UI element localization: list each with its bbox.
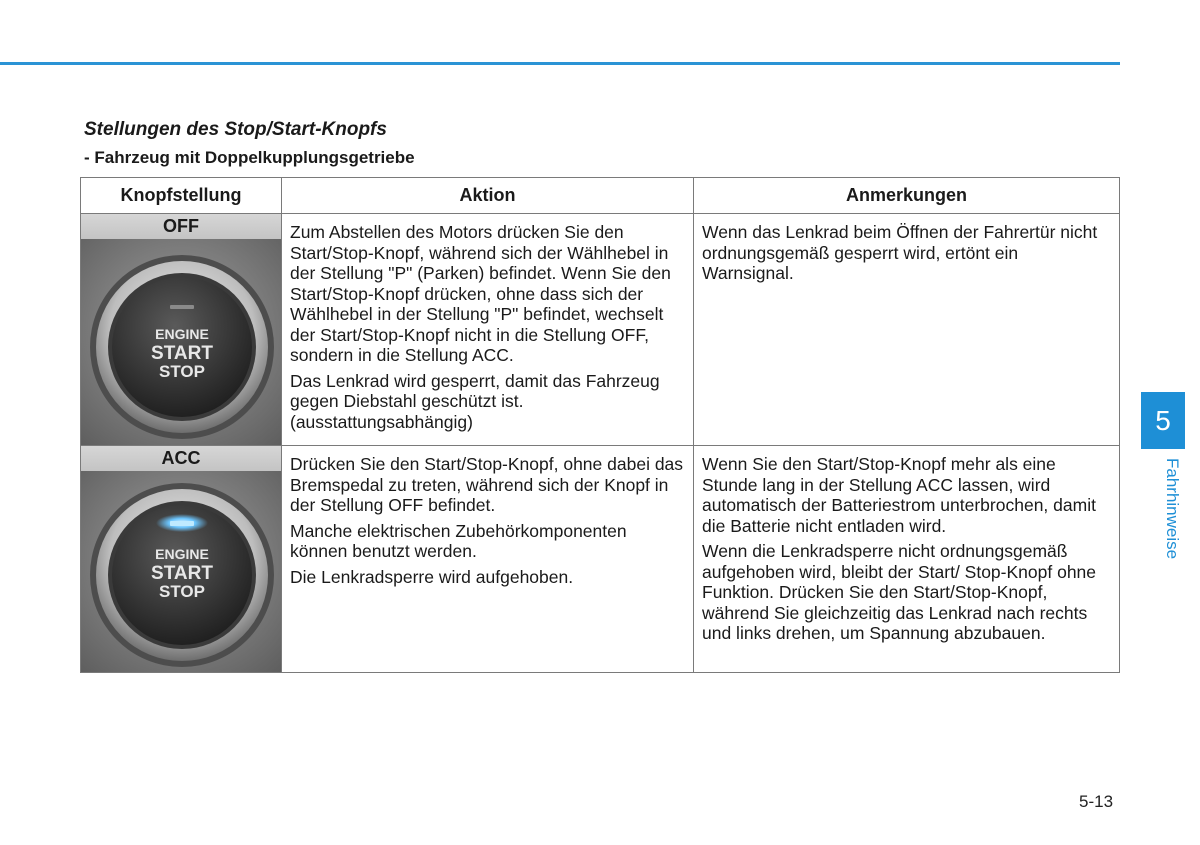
header-rule [0, 62, 1120, 65]
position-label-acc: ACC [81, 446, 281, 471]
section-subtitle: - Fahrzeug mit Doppelkupplungsgetriebe [84, 148, 415, 167]
start-stop-button-icon [81, 239, 281, 445]
button-text-engine: ENGINE [155, 326, 209, 342]
chapter-number-tab: 5 [1141, 392, 1185, 449]
notes-text: Wenn Sie den Start/Stop-Knopf mehr als eine Stunde lang in der Stellung ACC lassen, wird automatisch der Batteriestrom unterbrochen, damit die Batterie nicht entladen wird. [702, 454, 1096, 536]
button-text-start: START [151, 343, 213, 364]
button-position-table [80, 177, 1120, 673]
start-stop-button-image-acc [81, 471, 281, 672]
table-row-off [81, 214, 1120, 446]
chapter-name: Fahrhinweise [1163, 458, 1182, 560]
button-text-stop: STOP [159, 582, 205, 601]
notes-text: Wenn das Lenkrad beim Öffnen der Fahrertür nicht ordnungsgemäß gesperrt wird, ertönt ein Warnsignal. [702, 222, 1098, 283]
action-text: Manche elektrischen Zubehörkomponenten können benutzt werden. [290, 520, 627, 561]
header-aktion: Aktion [282, 178, 694, 214]
action-text: Die Lenkradsperre wird aufgehoben. [290, 566, 574, 587]
section-title: Stellungen des Stop/Start-Knopfs [84, 119, 387, 140]
page-number: 5-13 [1079, 792, 1114, 811]
action-cell-off [282, 214, 694, 446]
button-text-stop: STOP [159, 362, 205, 381]
position-label-off: OFF [81, 214, 281, 239]
button-text-start: START [151, 563, 213, 584]
start-stop-button-icon [81, 471, 281, 672]
indicator-led [170, 521, 194, 526]
position-cell-acc [81, 446, 282, 673]
notes-text: Wenn die Lenkradsperre nicht ordnungsgemäß aufgehoben wird, bleibt der Start/ Stop-Knopf ohne Funktion. Drücken Sie den Start/Stop-Knopf, während Sie gleichzeitig das Lenkrad nach rechts und links drehen, um Spannung abzubauen. [702, 541, 1097, 643]
table-header-row [81, 178, 1120, 214]
position-cell-off [81, 214, 282, 446]
button-text-engine: ENGINE [155, 546, 209, 562]
notes-cell-off [694, 214, 1120, 446]
action-text: Das Lenkrad wird gesperrt, damit das Fahrzeug gegen Diebstahl geschützt ist. (ausstattungsabhängig) [290, 370, 660, 432]
action-text: Zum Abstellen des Motors drücken Sie den Start/Stop-Knopf, während sich der Wählhebel in der Stellung "P" (Parken) befindet. Wenn Sie den Start/Stop-Knopf drücken, ohne dass sich der Wählhebel in der Stellung "P" befindet, wechselt der Start/Stop-Knopf nicht in die Stellung OFF, sondern in die Stellung ACC. [290, 222, 671, 365]
start-stop-button-image-off [81, 239, 281, 445]
header-anmerkungen: Anmerkungen [694, 178, 1120, 214]
action-text: Drücken Sie den Start/Stop-Knopf, ohne dabei das Bremspedal zu treten, während sich der Knopf in der Stellung OFF befindet. [290, 454, 684, 515]
header-knopfstellung: Knopfstellung [81, 178, 282, 214]
action-cell-acc [282, 446, 694, 673]
table-row-acc [81, 446, 1120, 673]
notes-cell-acc [694, 446, 1120, 673]
